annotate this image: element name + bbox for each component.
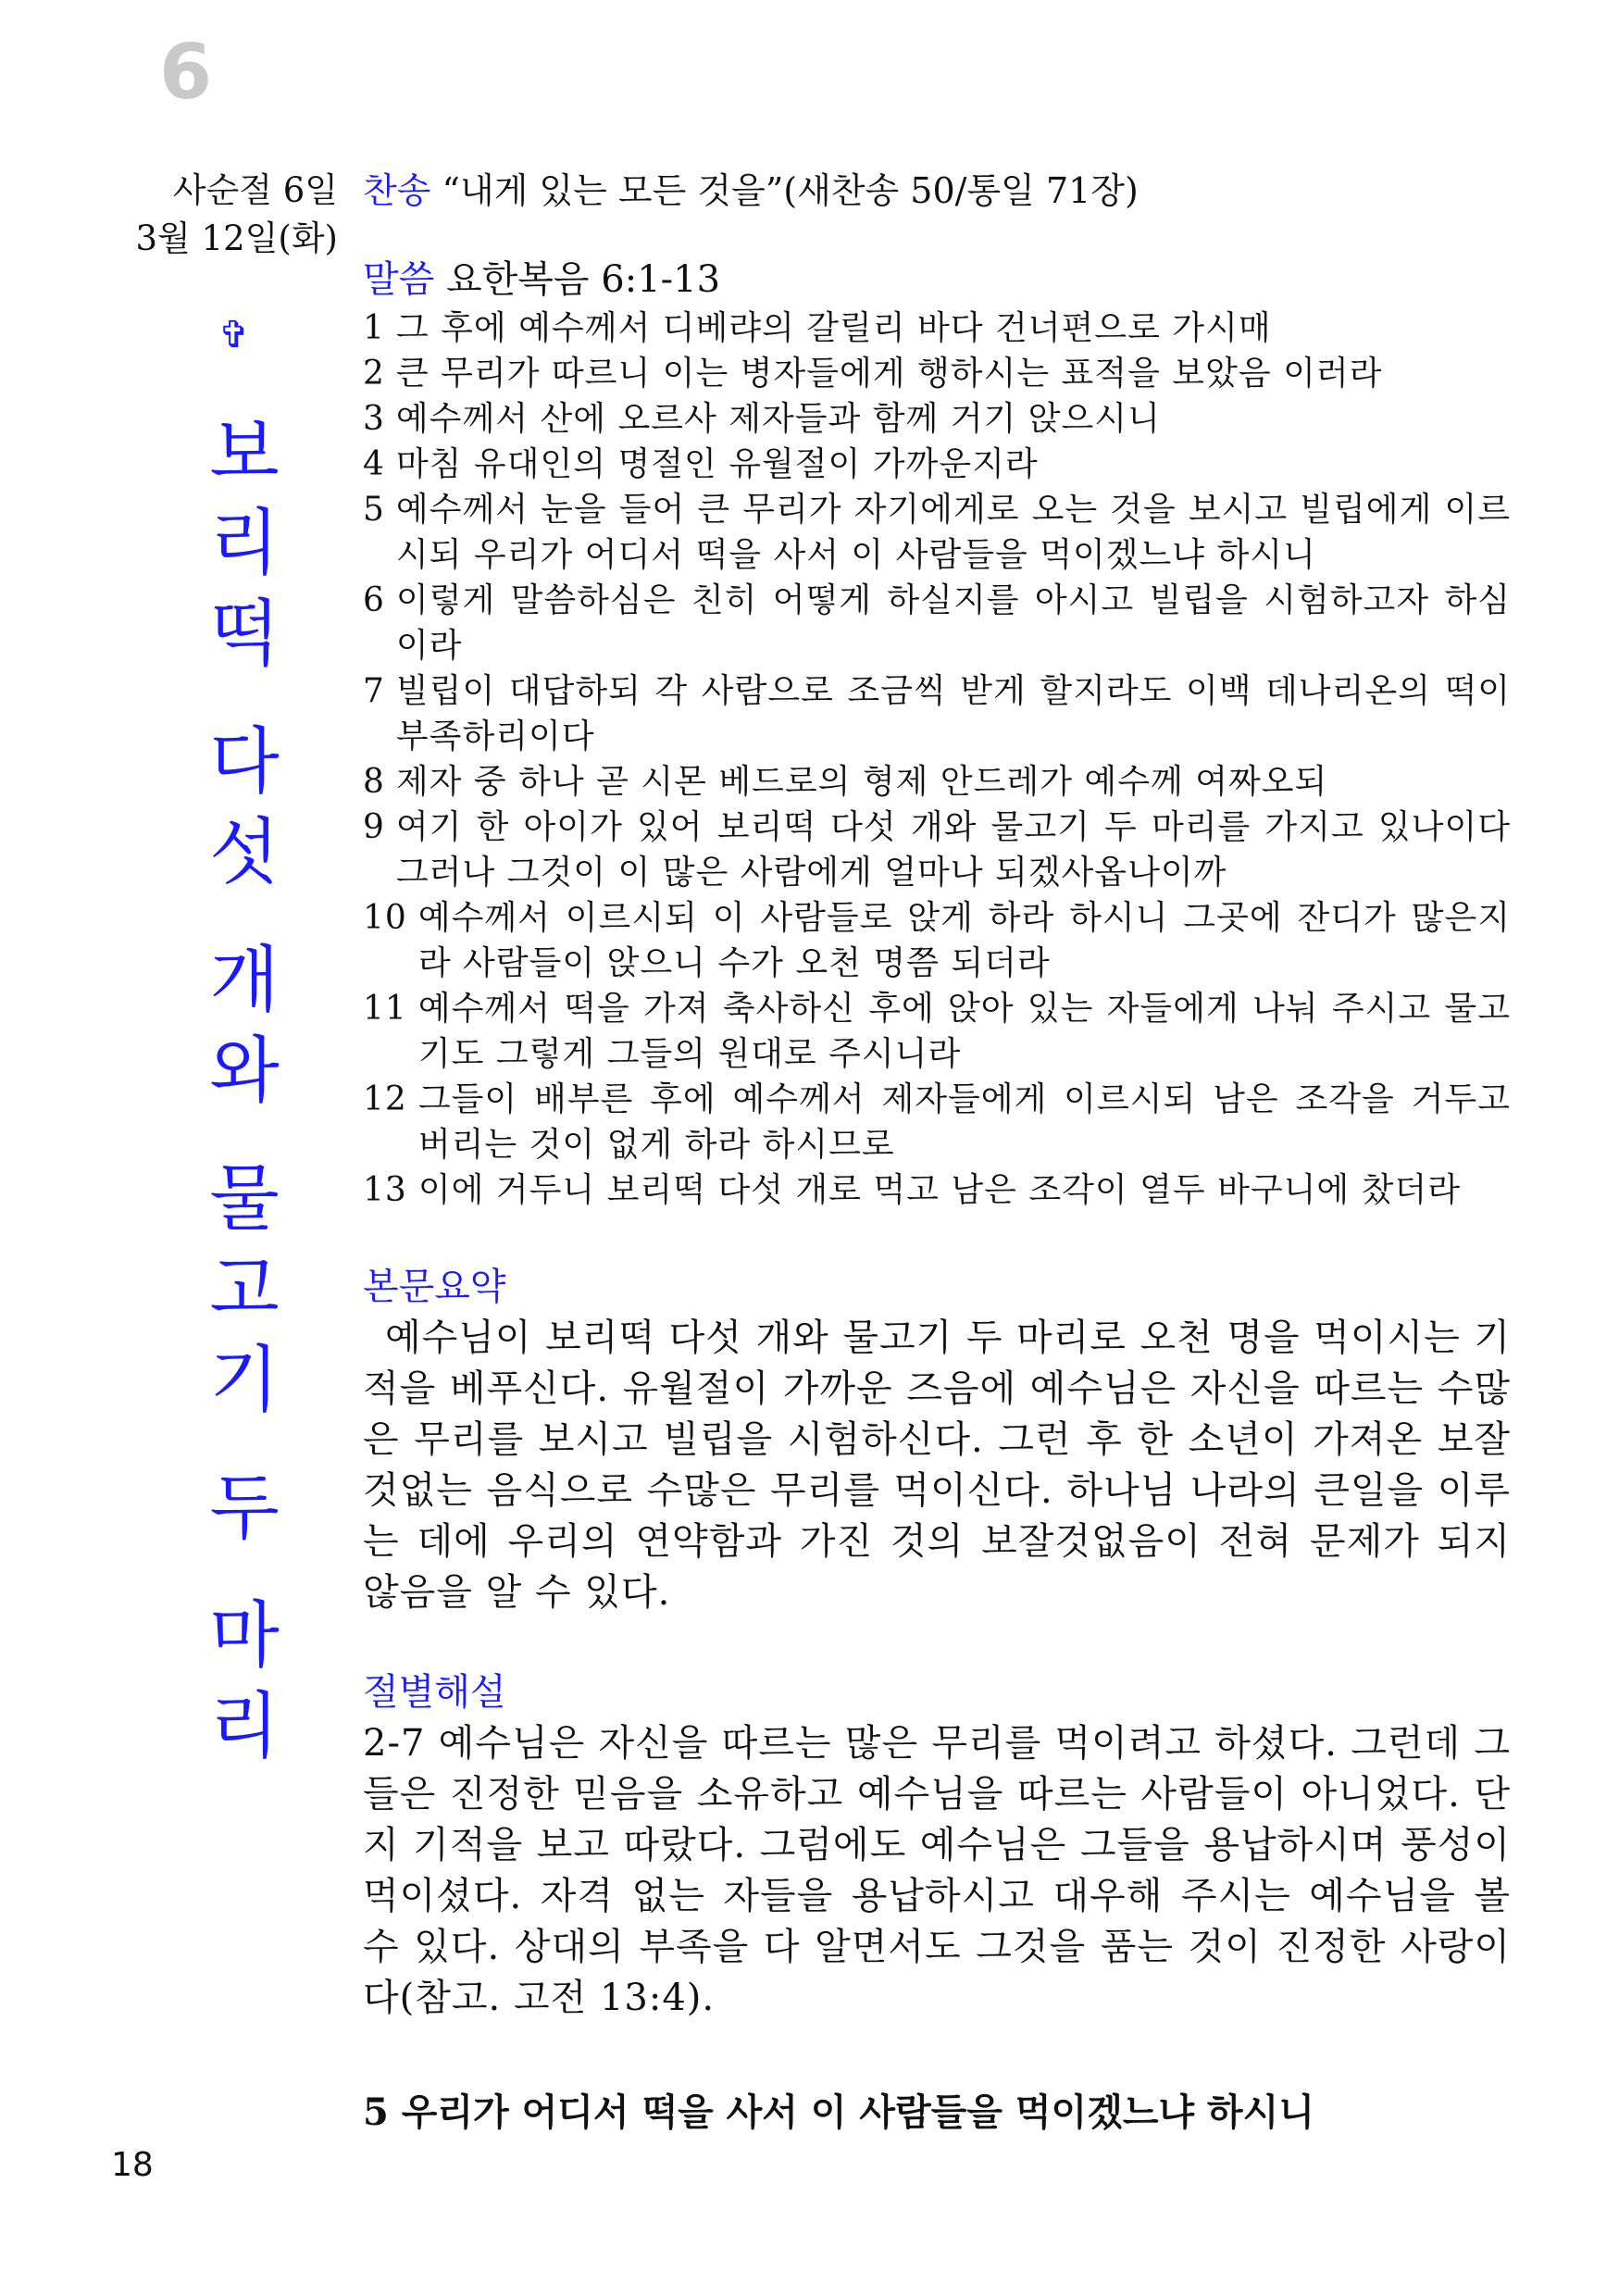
verse-number: 13 [363, 1171, 407, 1209]
verse-number: 3 [363, 400, 385, 438]
title-char: 리 [209, 1685, 280, 1768]
main-content [363, 165, 1511, 2024]
vertical-title [198, 407, 291, 1772]
verse-row [363, 306, 1511, 351]
verse-number: 12 [363, 1080, 407, 1118]
summary-text: 예수님이 보리떡 다섯 개와 물고기 두 마리로 오천 명을 먹이시는 기적을 베푸신다. 유월절이 가까운 즈음에 예수님은 자신을 따르는 수많은 무리를 보시고 빌립을 시험하신다. 그런 후 한 소년이 가져온 보잘것없는 음식으로 수많은 무리를 먹이신다. 하나님 나라의 큰일을 이루는 데에 우리의 연약함과 가진 것의 보잘것없음이 전혀 문제가 되지 않음을 알 수 있다. [363, 1316, 1511, 1614]
title-gap [198, 898, 291, 935]
title-char: 리 [209, 502, 280, 585]
verse-text: 예수께서 떡을 가져 축사하신 후에 앉아 있는 자들에게 나눠 주시고 물고기도 그렇게 그들의 원대로 주시니라 [417, 990, 1511, 1073]
title-char: 와 [209, 1029, 280, 1113]
title-char: 개 [209, 939, 280, 1022]
verse-text: 예수께서 산에 오르사 제자들과 함께 거기 앉으시니 [395, 400, 1161, 438]
verse-row [363, 805, 1511, 895]
summary-title: 본문요약 [363, 1266, 506, 1308]
commentary-title: 절별해설 [363, 1671, 506, 1714]
title-gap [198, 680, 291, 717]
chapter-number: 6 [159, 29, 213, 117]
verse-number: 11 [363, 990, 407, 1028]
verse-row [363, 487, 1511, 578]
verse-text: 마침 유대인의 명절인 유월절이 가까운지라 [395, 445, 1039, 483]
verse-row [363, 1077, 1511, 1167]
verse-row [363, 895, 1511, 986]
title-char: 섯 [209, 811, 280, 894]
calendar-date: 3월 12일(화) [135, 218, 338, 258]
verse-number: 10 [363, 899, 407, 937]
verse-text: 예수께서 이르시되 이 사람들로 앉게 하라 하시니 그곳에 잔디가 많은지라 사람들이 앉으니 수가 오천 명쯤 되더라 [417, 899, 1511, 982]
verse-text: 제자 중 하나 곧 시몬 베드로의 형제 안드레가 예수께 여짜오되 [395, 763, 1328, 801]
verse-row [363, 986, 1511, 1077]
cross-icon: ✞ [218, 314, 250, 356]
verse-text: 여기 한 아이가 있어 보리떡 다섯 개와 물고기 두 마리를 가지고 있나이다 그러나 그것이 이 많은 사람에게 얼마나 되겠사옵나이까 [395, 808, 1511, 892]
verse-row [363, 1167, 1511, 1213]
verse-row [363, 668, 1511, 759]
verse-number: 8 [363, 763, 385, 801]
verse-text: 이에 거두니 보리떡 다섯 개로 먹고 남은 조각이 열두 바구니에 찼더라 [417, 1171, 1461, 1209]
title-char: 물 [209, 1157, 280, 1241]
verse-number: 4 [363, 445, 385, 483]
verse-row [363, 578, 1511, 668]
scripture-label: 말씀 [363, 258, 435, 301]
verse-text: 빌립이 대답하되 각 사람으로 조금씩 받게 할지라도 이백 데나리온의 떡이 부족하리이다 [395, 672, 1511, 755]
verse-row [363, 351, 1511, 396]
title-char: 마 [209, 1594, 280, 1678]
verse-number: 5 [363, 491, 385, 529]
verse-number: 9 [363, 808, 385, 846]
title-gap [198, 1554, 291, 1591]
verse-text: 이렇게 말씀하심은 친히 어떻게 하실지를 아시고 빌립을 시험하고자 하심이라 [395, 581, 1511, 665]
verse-text: 그 후에 예수께서 디베랴의 갈릴리 바다 건너편으로 가시매 [395, 309, 1272, 347]
hymn-line [363, 165, 1511, 217]
season-day: 사순절 6일 [172, 170, 338, 210]
verse-number: 6 [363, 581, 385, 619]
verse-list [363, 306, 1511, 1213]
page-number: 18 [111, 2146, 154, 2184]
verse-row [363, 759, 1511, 805]
hymn-label: 찬송 [363, 170, 431, 211]
title-char: 기 [209, 1339, 280, 1422]
verse-row [363, 442, 1511, 487]
title-gap [198, 1117, 291, 1154]
date-block [111, 167, 338, 263]
title-gap [198, 1426, 291, 1463]
hymn-title: “내게 있는 모든 것을”(새찬송 50/통일 71장) [442, 170, 1139, 211]
title-char: 보 [209, 411, 280, 494]
title-char: 고 [209, 1248, 280, 1331]
verse-row [363, 396, 1511, 442]
closing-verse: 5 우리가 어디서 떡을 사서 이 사람들을 먹이겠느냐 하시니 [363, 2090, 1314, 2134]
verse-text: 큰 무리가 따르니 이는 병자들에게 행하시는 표적을 보았음 이러라 [395, 355, 1383, 393]
commentary-text: 2-7 예수님은 자신을 따르는 많은 무리를 먹이려고 하셨다. 그런데 그들은 진정한 믿음을 소유하고 예수님을 따르는 사람들이 아니었다. 단지 기적을 보고 따랐다. 그럼에도 예수님은 그들을 용납하시며 풍성이 먹이셨다. 자격 없는 자들을 용납하시고 대우해 주시는 예수님을 볼 수 있다. 상대의 부족을 다 알면서도 그것을 품는 것이 진정한 사랑이다(참고. 고전 13:4). [363, 1722, 1511, 2019]
title-char: 두 [209, 1466, 280, 1550]
verse-number: 2 [363, 355, 385, 393]
title-char: 떡 [209, 593, 280, 676]
verse-text: 예수께서 눈을 들어 큰 무리가 자기에게로 오는 것을 보시고 빌립에게 이르시되 우리가 어디서 떡을 사서 이 사람들을 먹이겠느냐 하시니 [395, 491, 1511, 574]
scripture-heading [363, 254, 1511, 306]
title-char: 다 [209, 720, 280, 804]
verse-number: 7 [363, 672, 385, 710]
verse-number: 1 [363, 309, 385, 347]
scripture-reference: 요한복음 6:1-13 [446, 258, 721, 301]
verse-text: 그들이 배부른 후에 예수께서 제자들에게 이르시되 남은 조각을 거두고 버리는 것이 없게 하라 하시므로 [417, 1080, 1511, 1164]
